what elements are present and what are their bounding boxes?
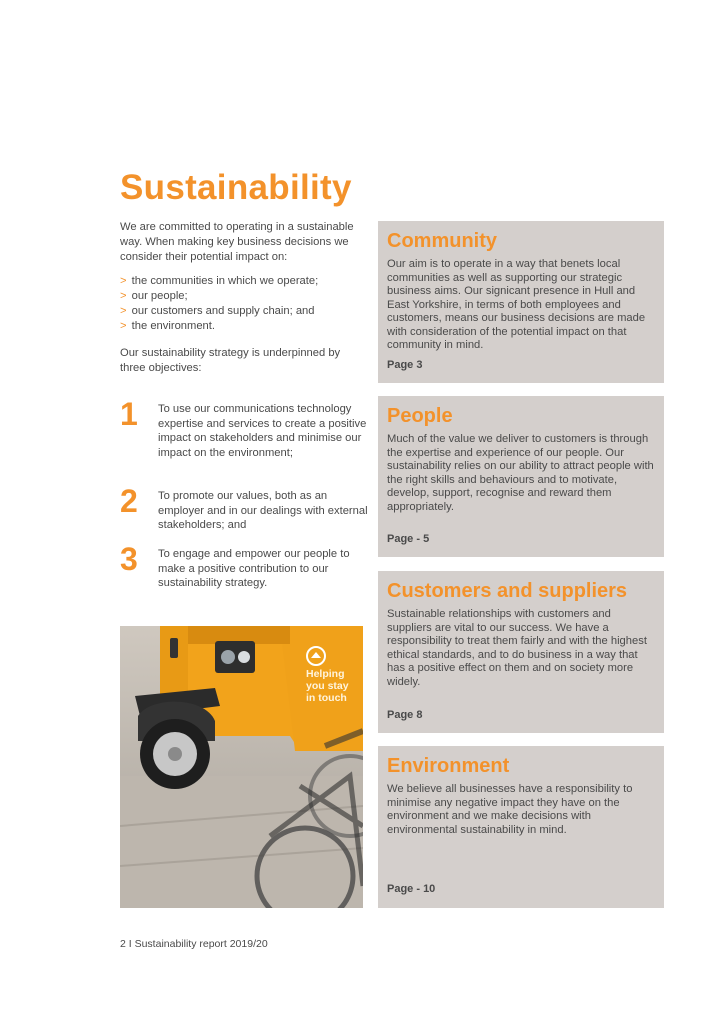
- objective-number: 1: [120, 396, 138, 432]
- vehicle-livery-text: Helping you stay in touch: [306, 668, 349, 704]
- strategy-text: Our sustainability strategy is underpinned by three objectives:: [120, 347, 341, 374]
- intro-text: We are committed to operating in a sustainable way. When making key business decisions we consider their potential impact on:: [120, 221, 354, 263]
- impact-list: [120, 274, 368, 334]
- card-customers-suppliers: [378, 571, 664, 733]
- page-title: Sustainability: [120, 168, 352, 207]
- card-title: Customers and suppliers: [387, 580, 628, 602]
- card-body: Our aim is to operate in a way that benets local communities as well as supporting our strategic business aims. Our signicant presence in Hull and East Yorkshire, in terms of both employees and customers, means our business decisions are made with consideration of the potential impact on that community in mind.: [387, 258, 646, 351]
- objective-text: To engage and empower our people to make a positive contribution to our sustainability strategy.: [158, 548, 350, 590]
- arrow-icon: >: [120, 275, 127, 287]
- page-footer: 2 I Sustainability report 2019/20: [120, 938, 268, 950]
- objective-text: To promote our values, both as an employer and in our dealings with external stakeholders; and: [158, 490, 368, 532]
- card-body: Much of the value we deliver to customers is through the expertise and experience of our people. Our sustainability relies on our ability to attract people with the right skills and behaviours and to motivate, develop, support, recognise and reward them appropriately.: [387, 433, 654, 513]
- card-title: Environment: [387, 755, 510, 777]
- card-page-ref: Page - 10: [387, 883, 436, 895]
- list-item: > the communities in which we operate;: [120, 275, 319, 287]
- vehicle-photo: [120, 626, 363, 908]
- list-item: > our people;: [120, 290, 188, 302]
- list-item: > the environment.: [120, 320, 215, 332]
- card-body: Sustainable relationships with customers and suppliers are vital to our success. We have a responsibility to treat them fairly and with the highest ethical standards, and to do business in a way that has a positive effect on them and on society more widely.: [387, 608, 647, 688]
- arrow-icon: >: [120, 290, 127, 302]
- arrow-icon: >: [120, 320, 127, 332]
- card-body: We believe all businesses have a responsibility to minimise any negative impact they have on the environment and we make decisions with environmental sustainability in mind.: [387, 783, 633, 836]
- card-title: People: [387, 405, 453, 427]
- card-community: [378, 221, 664, 383]
- card-environment: [378, 746, 664, 908]
- list-item: > our customers and supply chain; and: [120, 305, 315, 317]
- card-page-ref: Page 8: [387, 709, 423, 721]
- objective-text: To use our communications technology expertise and services to create a positive impact on stakeholders and minimise our impact on the environment;: [158, 403, 367, 459]
- objective-number: 3: [120, 541, 138, 577]
- objective-number: 2: [120, 483, 138, 519]
- card-page-ref: Page - 5: [387, 533, 430, 545]
- card-page-ref: Page 3: [387, 359, 423, 371]
- card-people: [378, 396, 664, 557]
- card-title: Community: [387, 230, 497, 252]
- arrow-icon: >: [120, 305, 127, 317]
